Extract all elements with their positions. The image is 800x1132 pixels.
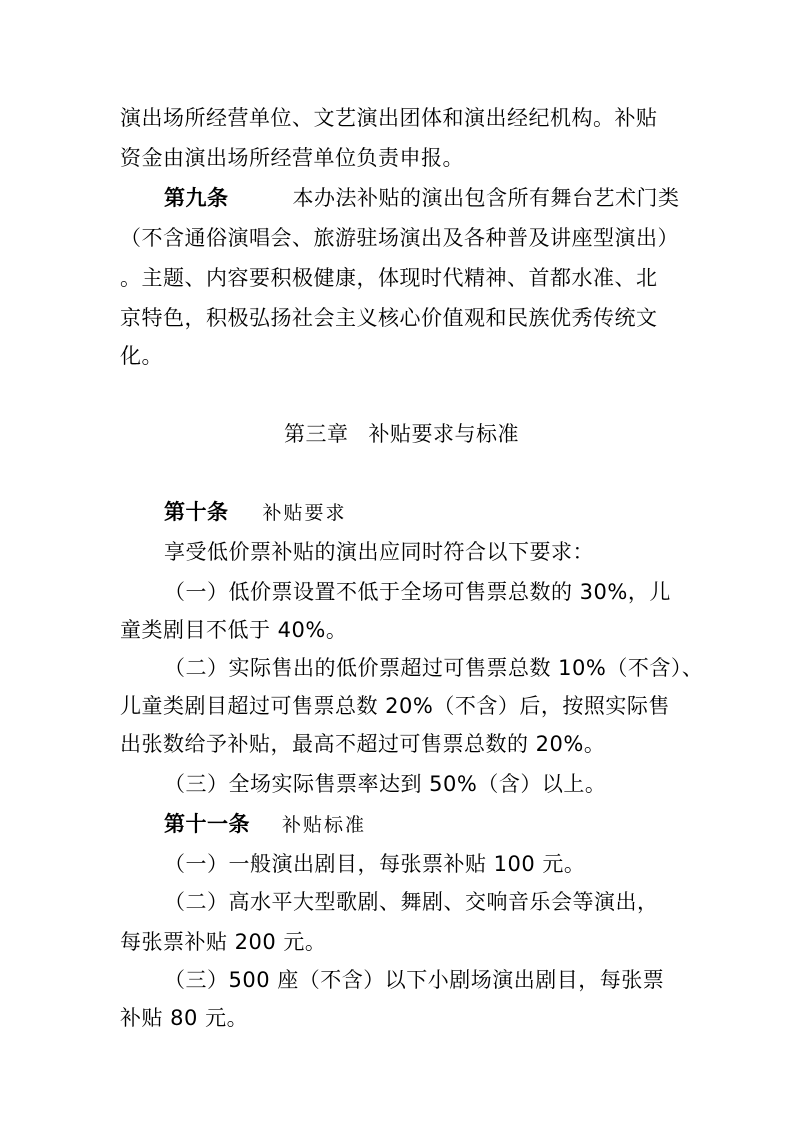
paragraph-line: 每张票补贴 200 元。 [120, 930, 327, 954]
paragraph-line: 童类剧目不低于 40%。 [120, 618, 348, 642]
paragraph-line: （不含通俗演唱会、旅游驻场演出及各种普及讲座型演出） [120, 226, 679, 250]
article-10-title: 第十条 [164, 500, 229, 524]
paragraph-line: （一）低价票设置不低于全场可售票总数的 30%，儿 [164, 580, 671, 604]
paragraph-line: 补贴 80 元。 [120, 1006, 249, 1030]
paragraph-line: 京特色，积极弘扬社会主义核心价值观和民族优秀传统文 [120, 306, 658, 330]
article-9-text: 本办法补贴的演出包含所有舞台艺术门类 [292, 186, 680, 210]
paragraph-line: 资金由演出场所经营单位负责申报。 [120, 146, 464, 170]
paragraph-line: 。主题、内容要积极健康，体现时代精神、首都水准、北 [120, 266, 658, 290]
chapter-heading [284, 420, 519, 448]
article-10-label: 补贴要求 [262, 502, 347, 524]
paragraph-line: （二）高水平大型歌剧、舞剧、交响音乐会等演出， [164, 890, 659, 914]
paragraph-line: 儿童类剧目超过可售票总数 20%（不含）后，按照实际售 [120, 694, 670, 718]
paragraph-line: 化。 [120, 344, 163, 368]
article-9-title: 第九条 [164, 186, 229, 210]
paragraph-line: （二）实际售出的低价票超过可售票总数 10%（不含）、 [164, 656, 704, 680]
article-11-label: 补贴标准 [282, 814, 367, 836]
article-11-line [164, 810, 366, 839]
chapter-title: 补贴要求与标准 [368, 422, 519, 446]
paragraph-line: （三）全场实际售票率达到 50%（含）以上。 [164, 772, 607, 796]
paragraph-line: 享受低价票补贴的演出应同时符合以下要求： [164, 540, 594, 564]
paragraph-line: （一）一般演出剧目，每张票补贴 100 元。 [164, 852, 586, 876]
paragraph-line: （三）500 座（不含）以下小剧场演出剧目，每张票 [164, 968, 665, 992]
paragraph-line: 出张数给予补贴，最高不超过可售票总数的 20%。 [120, 732, 606, 756]
article-11-title: 第十一条 [164, 812, 250, 836]
chapter-number: 第三章 [284, 422, 349, 446]
article-9-line [164, 184, 680, 212]
article-10-line [164, 498, 347, 527]
paragraph-line: 演出场所经营单位、文艺演出团体和演出经纪机构。补贴 [120, 106, 658, 130]
